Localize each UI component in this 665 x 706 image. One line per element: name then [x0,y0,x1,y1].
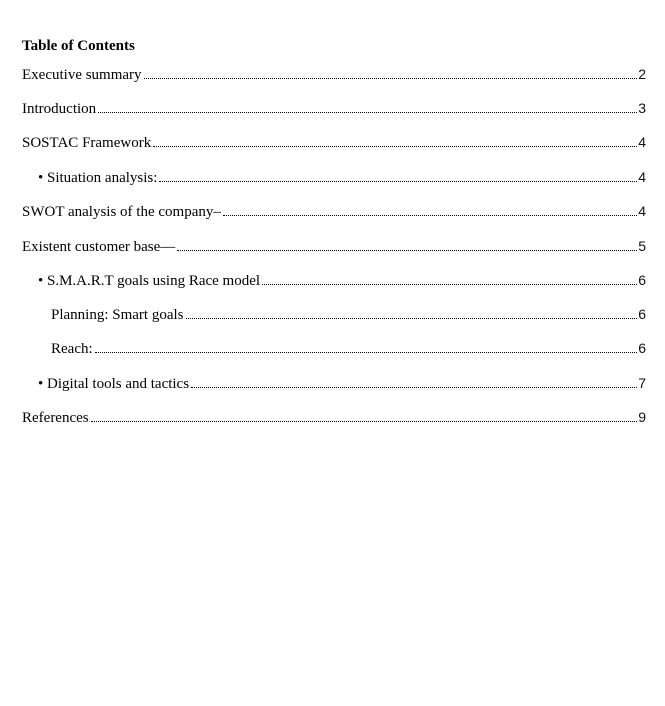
dot-leader [186,317,638,319]
dot-leader [98,111,637,113]
toc-entry-smart-goals-race-model[interactable] [38,271,646,289]
toc-entry-page-number: 4 [638,134,646,150]
toc-entry-page-number: 6 [638,306,646,322]
toc-entry-sostac-framework[interactable] [22,133,646,151]
dot-leader [191,386,637,388]
toc-entry-swot-analysis[interactable] [22,202,646,220]
toc-entry-existent-customer-base[interactable] [22,237,646,255]
toc-entry-label: Situation analysis: [47,170,158,186]
dot-leader [223,214,637,216]
toc-entry-label: Executive summary [22,67,142,83]
dot-leader [95,351,638,353]
toc-entry-reach[interactable] [51,339,646,357]
toc-entry-label: SOSTAC Framework [22,135,152,151]
toc-entry-page-number: 7 [638,375,646,391]
toc-entry-introduction[interactable] [22,99,646,117]
toc-entry-digital-tools-tactics[interactable] [38,374,646,392]
bullet-icon: • [38,376,44,392]
dot-leader [91,420,638,422]
toc-entry-page-number: 6 [638,272,646,288]
bullet-icon: • [38,170,44,186]
toc-entry-label: S.M.A.R.T goals using Race model [47,273,261,289]
dot-leader [262,283,637,285]
dot-leader [177,249,637,251]
toc-entry-page-number: 4 [638,169,646,185]
toc-entry-situation-analysis[interactable] [38,168,646,186]
toc-entry-label: Planning: Smart goals [51,307,184,323]
toc-entry-page-number: 6 [638,340,646,356]
toc-entry-executive-summary[interactable] [22,65,646,83]
toc-entry-label: References [22,410,89,426]
toc-entry-page-number: 3 [638,100,646,116]
toc-entry-page-number: 4 [638,203,646,219]
toc-heading: Table of Contents [22,38,135,54]
bullet-icon: • [38,273,44,289]
toc-entry-references[interactable] [22,408,646,426]
toc-entry-label: Existent customer base— [22,239,176,255]
toc-entry-planning-smart-goals[interactable] [51,305,646,323]
dot-leader [153,145,637,147]
toc-entry-page-number: 2 [638,66,646,82]
toc-entry-page-number: 5 [638,238,646,254]
toc-entry-label: Introduction [22,101,97,117]
toc-entry-label: Reach: [51,341,93,357]
dot-leader [144,77,638,79]
toc-entry-label: Digital tools and tactics [47,376,190,392]
toc-entry-label: SWOT analysis of the company– [22,204,221,220]
dot-leader [159,180,637,182]
toc-entry-page-number: 9 [638,409,646,425]
